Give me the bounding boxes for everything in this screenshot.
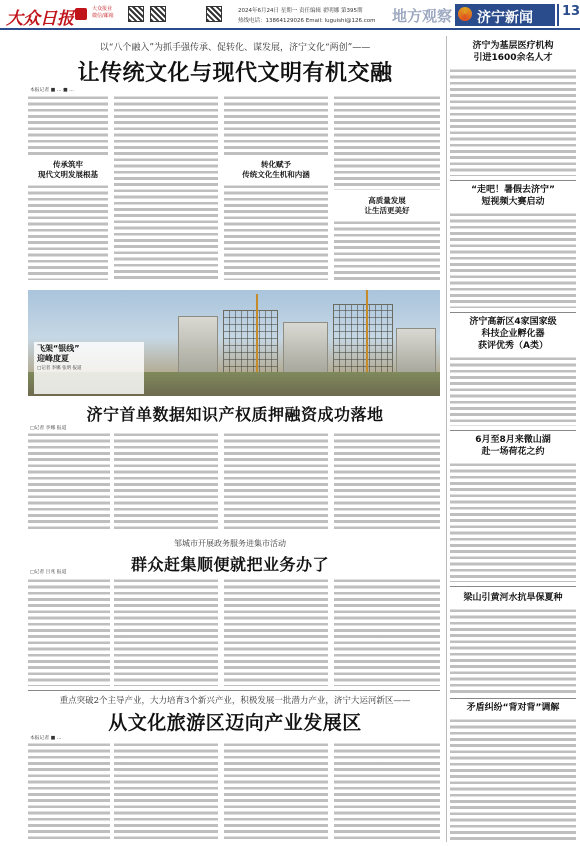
qr-code-icon xyxy=(150,6,166,22)
article-body xyxy=(334,220,440,280)
article-body xyxy=(114,578,218,686)
caption-title-line: 迎峰度夏 xyxy=(37,354,69,363)
article-body xyxy=(114,95,218,280)
sidebar-divider xyxy=(450,430,576,431)
article-body xyxy=(224,95,328,157)
contact-line: 热线电话：13864129026 Email: luguishi@126.com xyxy=(238,18,376,24)
article-body xyxy=(114,432,218,532)
section-swirl-icon xyxy=(458,7,472,21)
section-divider xyxy=(28,690,440,691)
issue-date-line: 2024年6月24日 星期一 责任编辑 翟明娜 第395期 xyxy=(238,8,363,14)
photo-caption xyxy=(34,342,144,394)
article-body xyxy=(334,742,440,842)
article-body xyxy=(450,718,576,842)
article-body xyxy=(450,356,576,426)
article-body xyxy=(334,432,440,532)
photo-crane xyxy=(366,290,368,374)
lead-subhead-2 xyxy=(224,160,328,180)
article-body xyxy=(28,742,110,842)
article-body xyxy=(334,95,440,190)
article-body xyxy=(28,184,108,280)
subhead-line: 高质量发展 xyxy=(368,196,406,205)
page-number: 13 xyxy=(557,4,577,26)
story3-headline: 群众赶集顺便就把业务办了 xyxy=(130,555,329,574)
lead-subhead-3 xyxy=(334,196,440,216)
photo-crane xyxy=(256,294,258,374)
sidebar-item-title xyxy=(450,434,576,458)
sidebar-title-line: 济宁为基层医疗机构 xyxy=(472,41,554,51)
masthead-small-line: 大众报业 xyxy=(92,6,113,12)
sidebar-item-title xyxy=(450,702,576,714)
sidebar-title-line: 短视频大赛启动 xyxy=(481,197,545,207)
article-body xyxy=(224,432,328,532)
article-body xyxy=(450,608,576,694)
article-body xyxy=(224,184,328,280)
sidebar-title-line: 引进1600余名人才 xyxy=(473,53,553,63)
article-body xyxy=(28,95,108,157)
subhead-line: 让生活更美好 xyxy=(364,206,410,215)
sidebar-divider xyxy=(450,698,576,699)
sidebar-divider xyxy=(450,586,576,587)
article-body xyxy=(114,742,218,842)
logo-badge-icon xyxy=(75,8,87,20)
sidebar-divider xyxy=(450,312,576,313)
lead-subhead-1 xyxy=(28,160,108,180)
sidebar-title-line: 科技企业孵化器 xyxy=(481,329,545,339)
story2-byline: □记者 李娜 报道 xyxy=(30,426,67,431)
article-body xyxy=(450,212,576,308)
sidebar-title-line: “走吧！暑假去济宁” xyxy=(471,185,555,195)
sidebar-divider xyxy=(450,180,576,181)
section-name: 济宁新闻 xyxy=(455,4,555,26)
story3-kicker: 邹城市开展政务服务进集市活动 xyxy=(174,539,286,548)
photo-building xyxy=(396,328,436,374)
subhead-line: 转化赋予 xyxy=(261,160,291,169)
lead-kicker: 以“八个融入”为抓手强传承、促转化、谋发展，济宁文化“两创”—— xyxy=(99,43,371,53)
newspaper-logo: 大众日报 xyxy=(6,9,74,29)
article-body xyxy=(28,432,110,532)
subhead-line: 传承筑牢 xyxy=(53,160,83,169)
article-body xyxy=(334,578,440,686)
column-rule xyxy=(446,36,447,842)
lead-byline: 本报记者 ■ … ■ … xyxy=(30,88,74,93)
caption-byline: □记者 李娜 张明 报道 xyxy=(37,366,82,371)
sidebar-item-title xyxy=(450,184,576,208)
subhead-line: 现代文明发展根基 xyxy=(38,170,98,179)
subhead-line: 传统文化生机和内涵 xyxy=(242,170,310,179)
lead-headline: 让传统文化与现代文明有机交融 xyxy=(77,61,393,86)
sidebar-item-title xyxy=(450,40,576,64)
sidebar-title-line: 赴一场荷花之约 xyxy=(481,447,545,457)
story2-headline: 济宁首单数据知识产权质押融资成功落地 xyxy=(86,405,384,424)
masthead-small-text xyxy=(92,6,114,20)
article-body xyxy=(28,578,110,686)
qr-code-icon xyxy=(128,6,144,22)
photo-building xyxy=(283,322,328,374)
story4-headline: 从文化旅游区迈向产业发展区 xyxy=(108,712,362,734)
photo-building xyxy=(178,316,218,374)
sidebar-item-title xyxy=(450,592,576,604)
sidebar-title-line: 获评优秀（A类） xyxy=(478,341,548,351)
photo-scaffold xyxy=(333,304,393,374)
sidebar-title-line: 矛盾纠纷“背对背”调解 xyxy=(466,703,560,713)
caption-title xyxy=(37,344,141,364)
caption-title-line: 飞架“银线” xyxy=(37,344,80,353)
section-label: 地方观察 xyxy=(392,7,453,25)
article-body xyxy=(450,68,576,176)
article-body xyxy=(224,578,328,686)
qr-code-icon xyxy=(206,6,222,22)
masthead xyxy=(0,0,580,30)
story4-kicker: 重点突破2个主导产业，大力培育3个新兴产业，积极发展一批潜力产业，济宁大运河新区—— xyxy=(59,696,411,706)
sidebar-title-line: 济宁高新区4家国家级 xyxy=(469,317,557,327)
article-body xyxy=(450,462,576,582)
article-body xyxy=(224,742,328,842)
sidebar-title-line: 梁山引黄河水抗旱保夏种 xyxy=(463,593,563,603)
masthead-small-line: 微信/邮箱 xyxy=(92,13,114,19)
story4-byline: 本报记者 ■ … xyxy=(30,736,62,741)
sidebar-title-line: 6月至8月来微山湖 xyxy=(475,435,551,445)
sidebar-item-title xyxy=(450,316,576,352)
story3-byline: □记者 吕兆 报道 xyxy=(30,570,67,575)
photo-scaffold xyxy=(223,310,278,374)
